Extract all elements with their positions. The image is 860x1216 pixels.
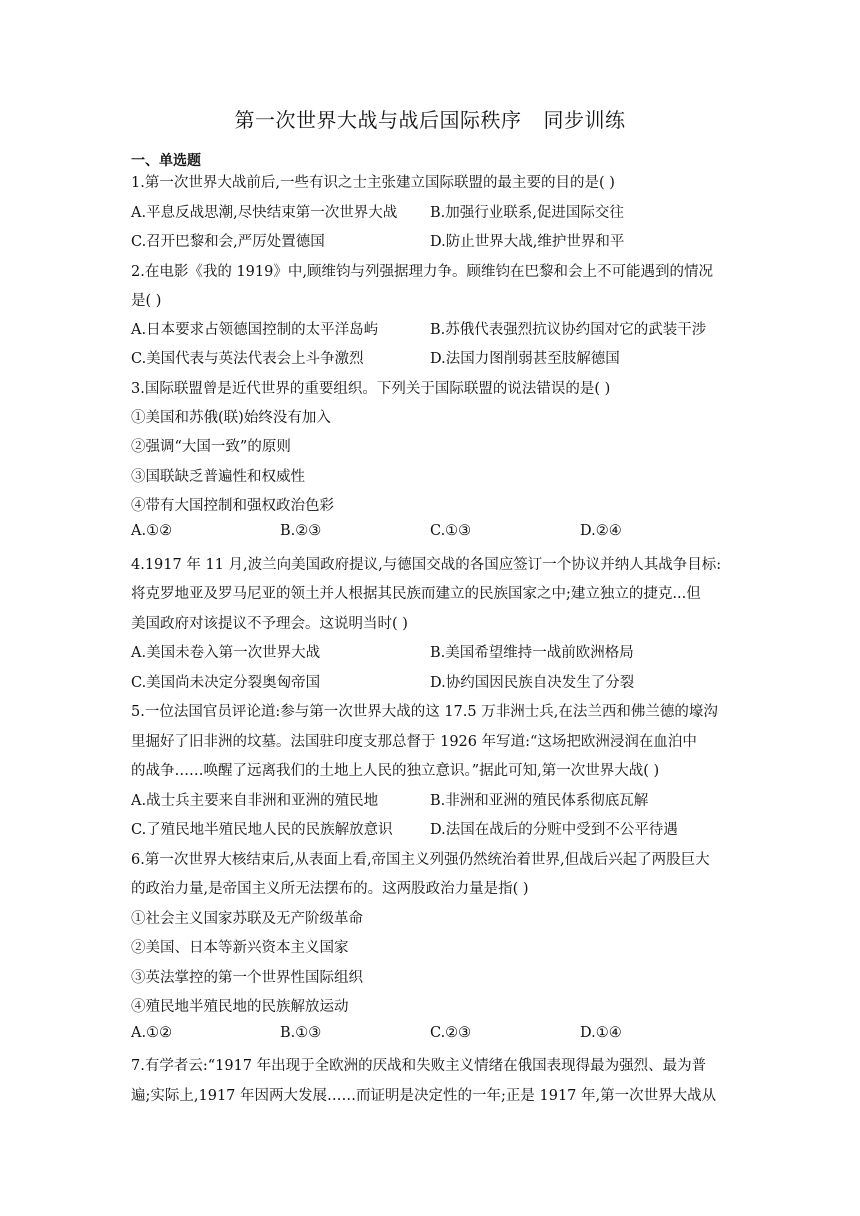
question-1-option-c: C.召开巴黎和会,严厉处置德国 — [131, 234, 325, 250]
question-5-option-a: A.战士兵主要来自非洲和亚洲的殖民地 — [131, 793, 379, 809]
question-4-option-a: A.美国未卷入第一次世界大战 — [131, 645, 321, 661]
question-2-option-d: D.法国力图削弱甚至肢解德国 — [430, 351, 620, 367]
question-3-option-a: A.①② — [131, 523, 173, 539]
question-2-option-a: A.日本要求占领德国控制的太平洋岛屿 — [131, 322, 379, 338]
question-2-option-b: B.苏俄代表强烈抗议协约国对它的武装干涉 — [430, 322, 707, 338]
question-5-option-b: B.非洲和亚洲的殖民体系彻底瓦解 — [430, 793, 649, 809]
question-7-stem-line-2: 遍;实际上,1917 年因两大发展……而证明是决定性的一年;正是 1917 年,第一次世界大战从 — [131, 1088, 717, 1104]
question-6-option-c: C.②③ — [430, 1025, 472, 1041]
question-4-option-b: B.美国希望维持一战前欧洲格局 — [430, 645, 634, 661]
question-1-option-d: D.防止世界大战,维护世界和平 — [430, 234, 625, 250]
question-3-statement-1: ①美国和苏俄(联)始终没有加入 — [131, 410, 331, 426]
question-6-option-a: A.①② — [131, 1025, 173, 1041]
question-3-statement-4: ④带有大国控制和强权政治色彩 — [131, 498, 334, 514]
page-title — [0, 104, 860, 133]
question-6-option-d: D.①④ — [580, 1025, 622, 1041]
question-5-option-d: D.法国在战后的分赃中受到不公平待遇 — [430, 822, 678, 838]
question-7-stem-line-1: 7.有学者云:“1917 年出现于全欧洲的厌战和失败主义情绪在俄国表现得最为强烈、最为普 — [131, 1058, 707, 1074]
section-heading: 一、单选题 — [131, 153, 201, 169]
question-5-stem-line-2: 里掘好了旧非洲的坟墓。法国驻印度支那总督于 1926 年写道:“这场把欧洲浸润在血泊中 — [131, 734, 697, 750]
question-5-stem-line-1: 5.一位法国官员评论道:参与第一次世界大战的这 17.5 万非洲士兵,在法兰西和佛兰德的壕沟 — [131, 704, 718, 720]
question-6-stem-line-2: 的政治力量,是帝国主义所无法摆布的。这两股政治力量是指( ) — [131, 881, 529, 897]
question-5-option-c: C.了殖民地半殖民地人民的民族解放意识 — [131, 822, 393, 838]
question-6-statement-3: ③英法掌控的第一个世界性国际组织 — [131, 970, 363, 986]
question-6-statement-2: ②美国、日本等新兴资本主义国家 — [131, 940, 349, 956]
title-main: 第一次世界大战与战后国际秩序 — [234, 108, 522, 132]
question-3-stem: 3.国际联盟曾是近代世界的重要组织。下列关于国际联盟的说法错误的是( ) — [131, 381, 611, 397]
question-2-stem-line-1: 2.在电影《我的 1919》中,顾维钧与列强据理力争。顾维钧在巴黎和会上不可能遇到的情况 — [131, 264, 713, 280]
question-3-option-d: D.②④ — [580, 523, 622, 539]
question-4-option-c: C.美国尚未决定分裂奥匈帝国 — [131, 675, 321, 691]
title-sub: 同步训练 — [543, 108, 626, 132]
question-4-stem-line-1: 4.1917 年 11 月,波兰向美国政府提议,与德国交战的各国应签订一个协议并纳人其战争目标: — [131, 557, 722, 573]
question-4-stem-line-2: 将克罗地亚及罗马尼亚的领土并人根据其民族而建立的民族国家之中;建立独立的捷克...但 — [131, 586, 701, 602]
question-2-option-c: C.美国代表与英法代表会上斗争激烈 — [131, 351, 364, 367]
question-6-statement-4: ④殖民地半殖民地的民族解放运动 — [131, 999, 349, 1015]
question-1-option-a: A.平息反战思潮,尽快结束第一次世界大战 — [131, 205, 398, 221]
question-6-option-b: B.①③ — [280, 1025, 322, 1041]
question-2-stem-line-2: 是( ) — [131, 293, 162, 309]
question-4-stem-line-3: 美国政府对该提议不予理会。这说明当时( ) — [131, 616, 408, 632]
question-3-statement-3: ③国联缺乏普遍性和权威性 — [131, 469, 305, 485]
question-5-stem-line-3: 的战争……唤醒了远离我们的土地上人民的独立意识。”据此可知,第一次世界大战( ) — [131, 763, 660, 779]
question-3-option-b: B.②③ — [280, 523, 322, 539]
question-3-statement-2: ②强调“大国一致”的原则 — [131, 439, 291, 455]
question-6-stem-line-1: 6.第一次世界大核结束后,从表面上看,帝国主义列强仍然统治着世界,但战后兴起了两股巨大 — [131, 852, 710, 868]
question-6-statement-1: ①社会主义国家苏联及无产阶级革命 — [131, 911, 363, 927]
question-1-stem: 1.第一次世界大战前后,一些有识之士主张建立国际联盟的最主要的目的是( ) — [131, 175, 615, 191]
question-1-option-b: B.加强行业联系,促进国际交往 — [430, 205, 624, 221]
question-4-option-d: D.协约国因民族自决发生了分裂 — [430, 675, 635, 691]
question-3-option-c: C.①③ — [430, 523, 472, 539]
